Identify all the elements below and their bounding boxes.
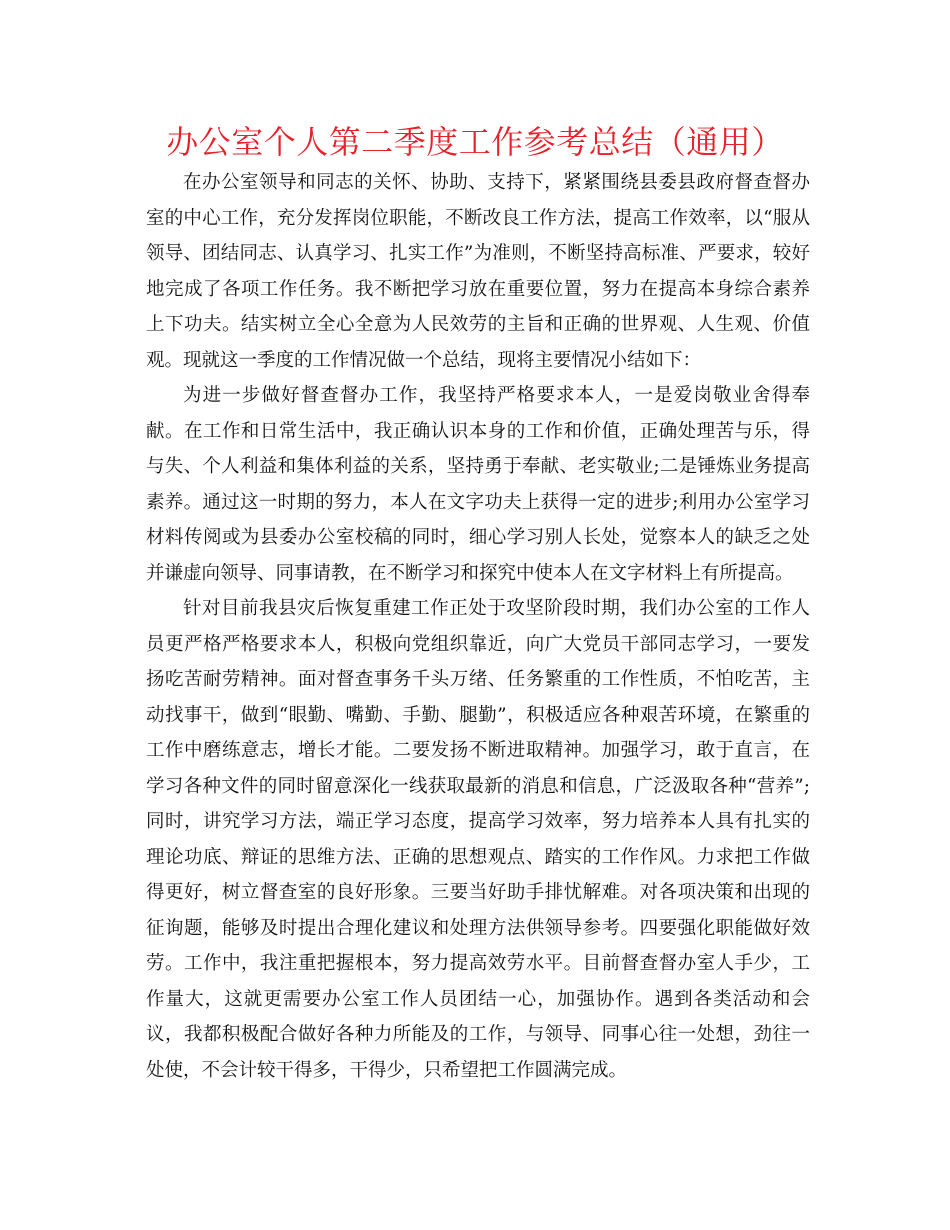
paragraph-intro: 在办公室领导和同志的关怀、协助、支持下，紧紧围绕县委县政府督查督办室的中心工作，充分发挥岗位职能，不断改良工作方法，提高工作效率，以“服从领导、团结同志、认真学习、扎实工作”为准则，不断坚持高标准、严要求，较好地完成了各项工作任务。我不断把学习放在重要位置，努力在提高本身综合素养上下功夫。结实树立全心全意为人民效劳的主旨和正确的世界观、人生观、价值观。现就这一季度的工作情况做一个总结，现将主要情况小结如下： xyxy=(146,172,810,371)
document-title: 办公室个人第二季度工作参考总结（通用） xyxy=(166,123,784,161)
paragraph-reconstruction: 针对目前我县灾后恢复重建工作正处于攻坚阶段时期，我们办公室的工作人员更严格严格要求本人，积极向党组织靠近，向广大党员干部同志学习，一要发扬吃苦耐劳精神。面对督查事务千头万绪、任务繁重的工作性质，不怕吃苦，主动找事干，做到“眼勤、嘴勤、手勤、腿勤”，积极适应各种艰苦环境，在繁重的工作中磨练意志，增长才能。二要发扬不断进取精神。加强学习，敢于直言，在学习各种文件的同时留意深化一线获取最新的消息和信息，广泛汲取各种“营养”;同时，讲究学习方法，端正学习态度，提高学习效率，努力培养本人具有扎实的理论功底、辩证的思维方法、正确的思想观点、踏实的工作作风。力求把工作做得更好，树立督查室的良好形象。三要当好助手排忧解难。对各项决策和出现的征询题，能够及时提出合理化建议和处理方法供领导参考。四要强化职能做好效劳。工作中，我注重把握根本，努力提高效劳水平。目前督查督办室人手少，工作量大，这就更需要办公室工作人员团结一心，加强协作。遇到各类活动和会议，我都积极配合做好各种力所能及的工作，与领导、同事心往一处想，劲往一处使，不会计较干得多，干得少，只希望把工作圆满完成。 xyxy=(146,598,810,1081)
document-body xyxy=(146,165,810,1088)
paragraph-supervision: 为进一步做好督查督办工作，我坚持严格要求本人，一是爱岗敬业舍得奉献。在工作和日常生活中，我正确认识本身的工作和价值，正确处理苦与乐，得与失、个人利益和集体利益的关系，坚持勇于奉献、老实敬业;二是锤炼业务提高素养。通过这一时期的努力，本人在文字功夫上获得一定的进步;利用办公室学习材料传阅或为县委办公室校稿的同时，细心学习别人长处，觉察本人的缺乏之处并谦虚向领导、同事请教，在不断学习和探究中使本人在文字材料上有所提高。 xyxy=(146,385,810,584)
